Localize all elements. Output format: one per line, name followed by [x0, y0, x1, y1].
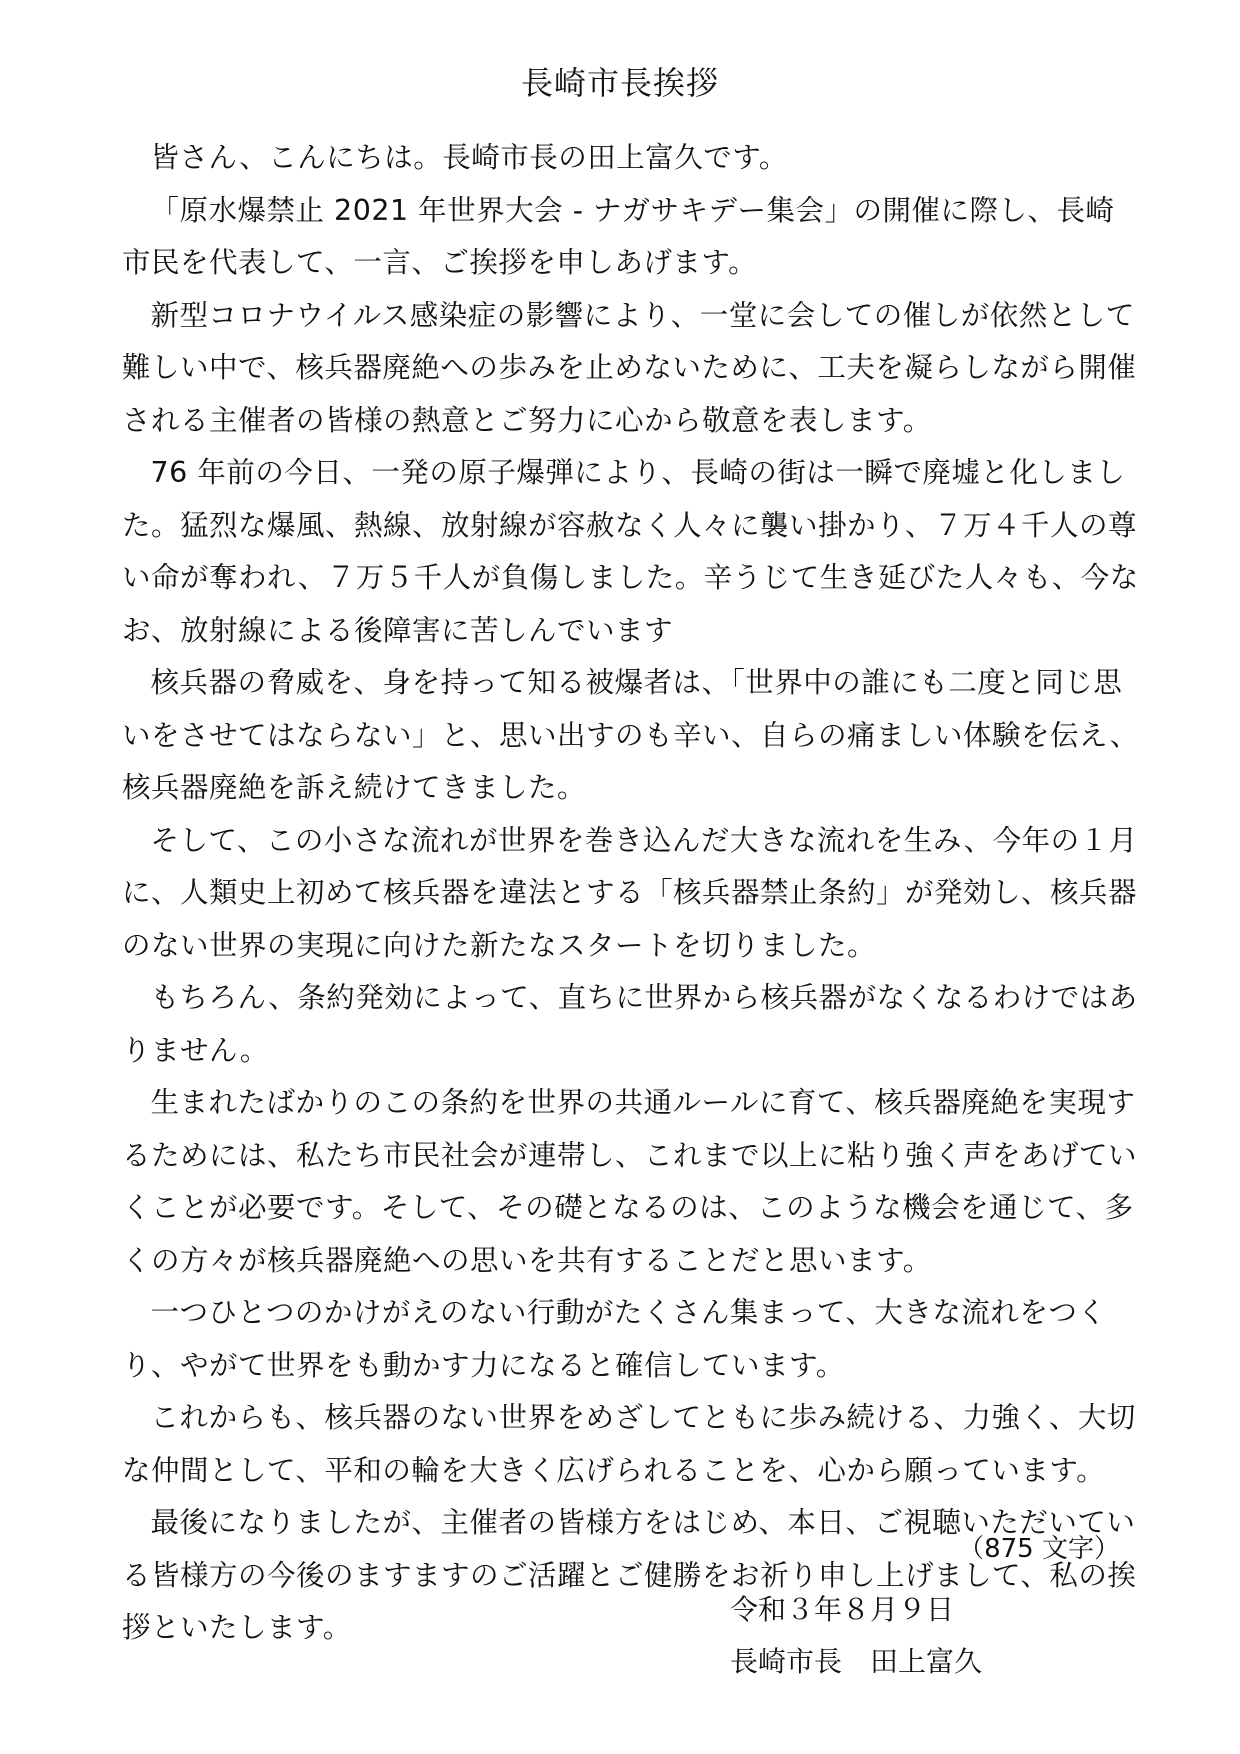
character-count: （875 文字）	[958, 1534, 1120, 1564]
paragraph: これからも、核兵器のない世界をめざしてともに歩み続ける、力強く、大切な仲間として、平和の輪を大きく広げられることを、心から願っています。	[122, 1401, 1136, 1487]
paragraph: 核兵器の脅威を、身を持って知る被爆者は、「世界中の誰にも二度と同じ思いをさせてはならない」と、思い出すのも辛い、自らの痛ましい体験を伝え、核兵器廃絶を訴え続けてきました。	[122, 666, 1139, 804]
paragraph: もちろん、条約発効によって、直ちに世界から核兵器がなくなるわけではありません。	[122, 981, 1138, 1067]
signature: 長崎市長 田上富久	[730, 1645, 983, 1678]
paragraph: 生まれたばかりのこの条約を世界の共通ルールに育て、核兵器廃絶を実現するためには、私たち市民社会が連帯し、これまで以上に粘り強く声をあげていくことが必要です。そして、その礎となるのは、このような機会を通じて、多くの方々が核兵器廃絶への思いを共有することだと思います。	[122, 1086, 1138, 1277]
paragraph: 最後になりましたが、主催者の皆様方をはじめ、本日、ご視聴いただいている皆様方の今後のますますのご活躍とご健勝をお祈り申し上げまして、私の挨拶といたします。	[122, 1506, 1137, 1644]
paragraph: 皆さん、こんにちは。長崎市長の田上富久です。	[150, 141, 788, 174]
document-date: 令和３年８月９日	[730, 1593, 955, 1626]
document-body	[122, 132, 1142, 1655]
paragraph: 新型コロナウイルス感染症の影響により、一堂に会しての催しが依然として難しい中で、核兵器廃絶への歩みを止めないために、工夫を凝らしながら開催される主催者の皆様の熱意とご努力に心から敬意を表します。	[122, 298, 1137, 437]
paragraph: 一つひとつのかけがえのない行動がたくさん集まって、大きな流れをつくり、やがて世界をも動かす力になると確信しています。	[122, 1296, 1107, 1382]
document-title: 長崎市長挨拶	[520, 64, 719, 102]
paragraph: そして、この小さな流れが世界を巻き込んだ大きな流れを生み、今年の１月に、人類史上初めて核兵器を違法とする「核兵器禁止条約」が発効し、核兵器のない世界の実現に向けた新たなスタートを切りました。	[122, 823, 1138, 962]
paragraph: 「原水爆禁止 2021 年世界大会 - ナガサキデー集会」の開催に際し、長崎市民を代表して、一言、ご挨拶を申しあげます。	[122, 193, 1115, 279]
paragraph: 76 年前の今日、一発の原子爆弾により、長崎の街は一瞬で廃墟と化しました。猛烈な爆風、熱線、放射線が容赦なく人々に襲い掛かり、７万４千人の尊い命が奪われ、７万５千人が負傷しました。辛うじて生き延びた人々も、今なお、放射線による後障害に苦しんでいます	[122, 456, 1139, 647]
